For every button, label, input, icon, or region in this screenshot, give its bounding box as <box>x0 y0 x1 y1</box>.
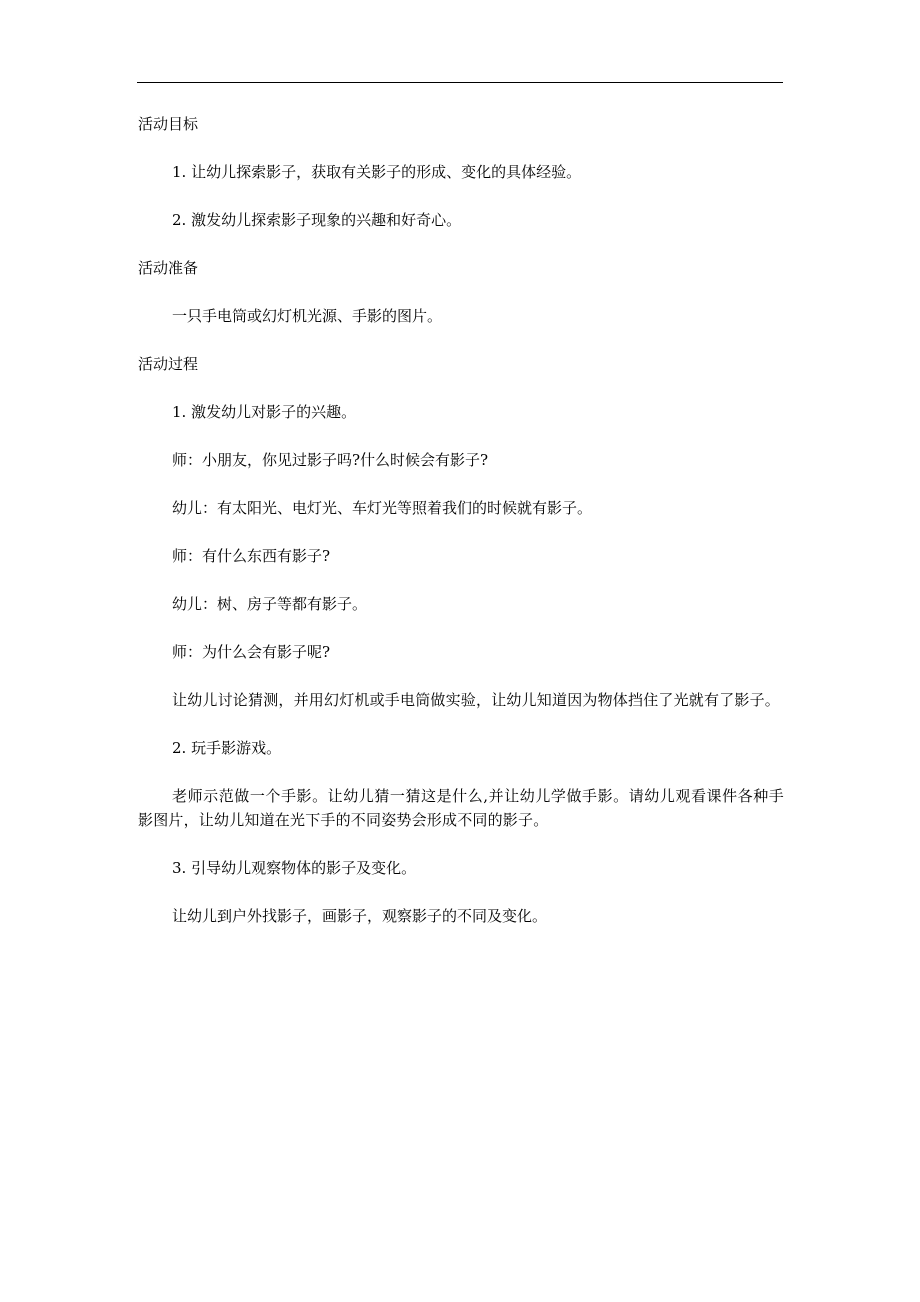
document-body <box>138 112 784 952</box>
process-step-2: 2. 玩手影游戏。 <box>172 739 282 757</box>
dialogue-line: 幼儿：树、房子等都有影子。 <box>172 595 368 613</box>
goal-item-2: 2. 激发幼儿探索影子现象的兴趣和好奇心。 <box>172 211 462 229</box>
preparation-item: 一只手电筒或幻灯机光源、手影的图片。 <box>172 307 443 325</box>
header-rule <box>137 82 783 83</box>
dialogue-line: 师：为什么会有影子呢? <box>172 643 331 661</box>
dialogue-line: 师：有什么东西有影子? <box>172 547 331 565</box>
process-paragraph: 让幼儿到户外找影子，画影子，观察影子的不同及变化。 <box>172 907 548 925</box>
goal-item-1: 1. 让幼儿探索影子，获取有关影子的形成、变化的具体经验。 <box>172 163 582 181</box>
process-paragraph: 老师示范做一个手影。让幼儿猜一猜这是什么,并让幼儿学做手影。请幼儿观看课件各种手影图片，让幼儿知道在光下手的不同姿势会形成不同的影子。 <box>138 787 784 829</box>
process-paragraph: 让幼儿讨论猜测，并用幻灯机或手电筒做实验，让幼儿知道因为物体挡住了光就有了影子。 <box>172 691 781 709</box>
section-heading-process: 活动过程 <box>138 355 199 373</box>
section-heading-preparation: 活动准备 <box>138 259 199 277</box>
process-step-3: 3. 引导幼儿观察物体的影子及变化。 <box>172 859 417 877</box>
section-heading-goals: 活动目标 <box>138 115 199 133</box>
dialogue-line: 师：小朋友，你见过影子吗?什么时候会有影子? <box>172 451 489 469</box>
dialogue-line: 幼儿：有太阳光、电灯光、车灯光等照着我们的时候就有影子。 <box>172 499 593 517</box>
process-step-1: 1. 激发幼儿对影子的兴趣。 <box>172 403 357 421</box>
